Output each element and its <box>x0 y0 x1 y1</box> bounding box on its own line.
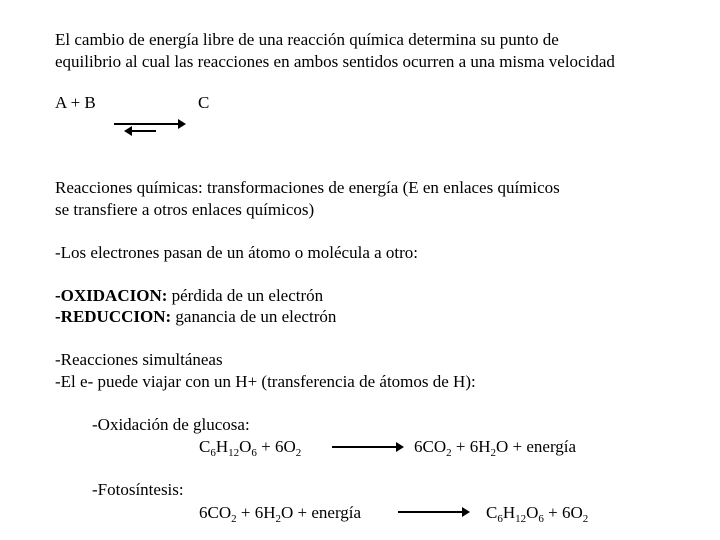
formula-text: H <box>502 503 516 522</box>
formula-subscript: 12 <box>515 513 527 525</box>
formula-text: O + energía <box>496 437 577 456</box>
formula-text: 6CO <box>414 437 447 456</box>
formula-subscript: 2 <box>275 513 281 525</box>
glucose-reactants <box>199 437 301 457</box>
formula-text: + 6O <box>256 437 296 456</box>
reactions-line-1: Reacciones químicas: transformaciones de energía (E en enlaces químicos <box>55 178 560 197</box>
equilibrium-product: C <box>198 93 210 112</box>
formula-text: C <box>199 437 211 456</box>
formula-text: O <box>239 437 252 456</box>
reverse-arrow-icon <box>126 130 156 132</box>
formula-subscript: 6 <box>497 513 503 525</box>
photosynthesis-products <box>486 503 588 523</box>
formula-subscript: 2 <box>490 447 496 459</box>
formula-subscript: 6 <box>538 513 544 525</box>
formula-text: H <box>215 437 229 456</box>
formula-text: O <box>526 503 539 522</box>
oxidation-def: pérdida de un electrón <box>167 286 324 305</box>
photosynthesis-reactants <box>199 503 361 523</box>
reduction-def: ganancia de un electrón <box>171 307 337 326</box>
formula-subscript: 2 <box>582 513 589 525</box>
glucose-products <box>414 437 576 457</box>
formula-subscript: 12 <box>228 447 240 459</box>
reduction-term: -REDUCCION: <box>55 307 172 326</box>
formula-subscript: 6 <box>210 447 216 459</box>
reduction-definition <box>55 307 336 327</box>
photosynthesis-arrow-icon <box>398 511 468 513</box>
simultaneous-line-1: -Reacciones simultáneas <box>55 350 223 369</box>
intro-line-1: El cambio de energía libre de una reacción química determina su punto de <box>55 30 559 49</box>
formula-subscript: 2 <box>446 447 452 459</box>
oxidation-term: -OXIDACION: <box>55 286 168 305</box>
electrons-text: -Los electrones pasan de un átomo o molécula a otro: <box>55 243 419 262</box>
formula-subscript: 6 <box>251 447 257 459</box>
formula-subscript: 2 <box>231 513 237 525</box>
glucose-arrow-icon <box>332 446 402 448</box>
intro-line-2: equilibrio al cual las reacciones en ambos sentidos ocurren a una misma velocidad <box>55 52 615 71</box>
reactions-line-2: se transfiere a otros enlaces químicos) <box>55 200 315 219</box>
simultaneous-line-2: -El e- puede viajar con un H+ (transferencia de átomos de H): <box>55 372 476 391</box>
formula-text: + 6H <box>236 503 276 522</box>
photosynthesis-label: -Fotosíntesis: <box>92 480 184 499</box>
glucose-label: -Oxidación de glucosa: <box>92 415 250 434</box>
equilibrium-reactants: A + B <box>55 93 96 112</box>
formula-subscript: 2 <box>295 447 302 459</box>
forward-arrow-icon <box>114 123 184 125</box>
formula-text: O + energía <box>281 503 362 522</box>
formula-text: C <box>486 503 498 522</box>
oxidation-definition <box>55 286 323 306</box>
formula-text: + 6O <box>543 503 583 522</box>
formula-text: 6CO <box>199 503 232 522</box>
formula-text: + 6H <box>451 437 491 456</box>
